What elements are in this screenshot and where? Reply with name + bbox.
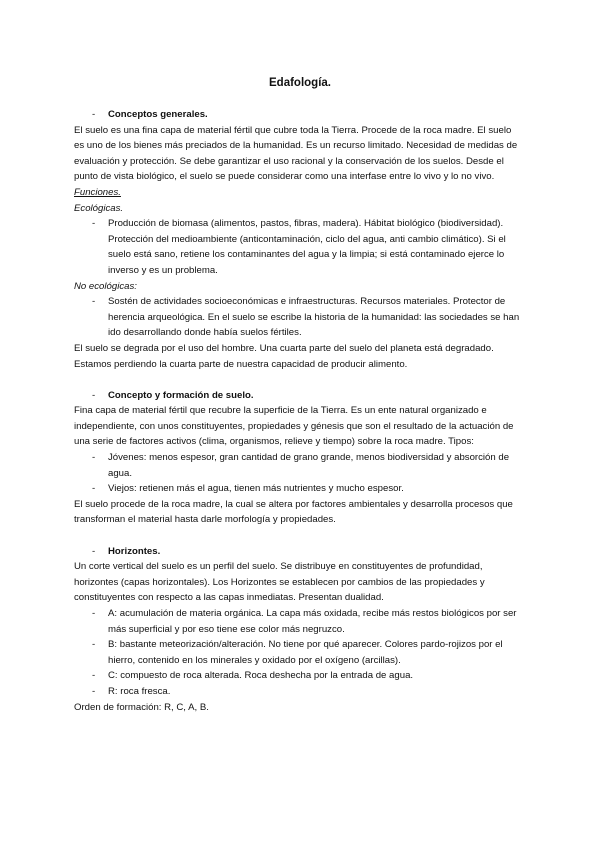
- list-item: [74, 450, 524, 481]
- list-item-text: C: compuesto de roca alterada. Roca deshecha por la entrada de agua.: [108, 670, 414, 682]
- bullet-dash: -: [92, 218, 96, 230]
- list-item: [74, 216, 524, 278]
- spacer: [74, 528, 524, 544]
- list-item: [74, 606, 524, 637]
- paragraph: El suelo procede de la roca madre, la cual se altera por factores ambientales y desarrolla procesos que transforman el material hasta darle morfología y propiedades.: [74, 498, 513, 526]
- paragraph: Un corte vertical del suelo es un perfil del suelo. Se distribuye en constituyentes de profundidad, horizontes (capas horizontales). Los Horizontes se establecen por cambios de las propiedades y constituyentes con respecto a las capas inmediatas. Presentan dualidad.: [74, 561, 485, 604]
- list-item: [74, 294, 524, 341]
- section-heading-horizontes: [74, 544, 524, 560]
- list-item-text: A: acumulación de materia orgánica. La capa más oxidada, recibe más restos biológicos por ser más superficial y por eso tiene ese color más negruzco.: [108, 608, 517, 635]
- bullet-dash: -: [92, 109, 96, 120]
- subheading-no-ecologicas: No ecológicas:: [74, 280, 137, 292]
- paragraph: El suelo se degrada por el uso del hombre. Una cuarta parte del suelo del planeta está degradado. Estamos perdiendo la cuarta parte de nuestra capacidad de producir alimento.: [74, 342, 494, 370]
- paragraph: Fina capa de material fértil que recubre la superficie de la Tierra. Es un ente natural organizado e independiente, con unos constituyentes, propiedades y génesis que son el resultado de la actuación de una serie de factores activos (clima, organismos, relieve y tiempo) sobre la roca madre. Tipos:: [74, 405, 514, 448]
- list-item: [74, 668, 524, 684]
- bullet-dash: -: [92, 483, 96, 495]
- list-item-text: B: bastante meteorización/alteración. No tiene por qué aparecer. Colores pardo-rojizos por el hierro, contenido en los minerales y oxidado por el oxígeno (arcillas).: [108, 639, 503, 666]
- list-item-text: Sostén de actividades socioeconómicas e infraestructuras. Recursos materiales. Protector de herencia arqueológica. En el suelo se escribe la historia de la humanidad: las sociedades se han ido desarrollando donde había suelos fértiles.: [108, 296, 520, 339]
- document-title: Edafología.: [269, 77, 331, 89]
- paragraph: El suelo es una fina capa de material fértil que cubre toda la Tierra. Procede de la roca madre. El suelo es uno de los bienes más preciados de la humanidad. Es un recurso limitado. Necesidad de medidas de evaluación y protección. Se debe garantizar el uso racional y la conservación de los suelos. Desde el punto de vista biológico, el suelo se puede considerar como una interfase entre lo vivo y lo no vivo.: [74, 124, 518, 183]
- bullet-dash: -: [92, 389, 96, 401]
- list-item-text: Viejos: retienen más el agua, tienen más nutrientes y mucho espesor.: [108, 483, 404, 495]
- bullet-dash: -: [92, 452, 96, 464]
- bullet-dash: -: [92, 639, 96, 651]
- list-item-text: Producción de biomasa (alimentos, pastos, fibras, madera). Hábitat biológico (biodiversidad). Protección del medioambiente (anticontaminación, ciclo del agua, anti cambio climático). Si el suelo está sano, retiene los contaminantes del agua y la limpia; si está contaminado ejerce lo inverso y es un problema.: [108, 218, 506, 276]
- subheading-funciones: Funciones.: [74, 186, 121, 198]
- bullet-dash: -: [92, 670, 96, 682]
- list-item-text: R: roca fresca.: [108, 685, 171, 697]
- heading-text: Concepto y formación de suelo.: [108, 389, 254, 401]
- list-item-text: Jóvenes: menos espesor, gran cantidad de grano grande, menos biodiversidad y absorción de agua.: [108, 452, 510, 479]
- paragraph: Orden de formación: R, C, A, B.: [74, 701, 209, 713]
- subheading-ecologicas: Ecológicas.: [74, 202, 124, 214]
- heading-text: Horizontes.: [108, 545, 161, 557]
- bullet-dash: -: [92, 608, 96, 619]
- bullet-dash: -: [92, 296, 96, 308]
- section-heading-concepto-formacion: [74, 388, 524, 404]
- list-item: [74, 637, 524, 668]
- list-item: [74, 481, 524, 497]
- spacer: [74, 372, 524, 388]
- list-item: [74, 684, 524, 700]
- document-body: [74, 107, 524, 715]
- section-heading-conceptos-generales: [74, 107, 524, 123]
- heading-text: Conceptos generales.: [108, 109, 208, 120]
- bullet-dash: -: [92, 685, 96, 697]
- bullet-dash: -: [92, 545, 96, 557]
